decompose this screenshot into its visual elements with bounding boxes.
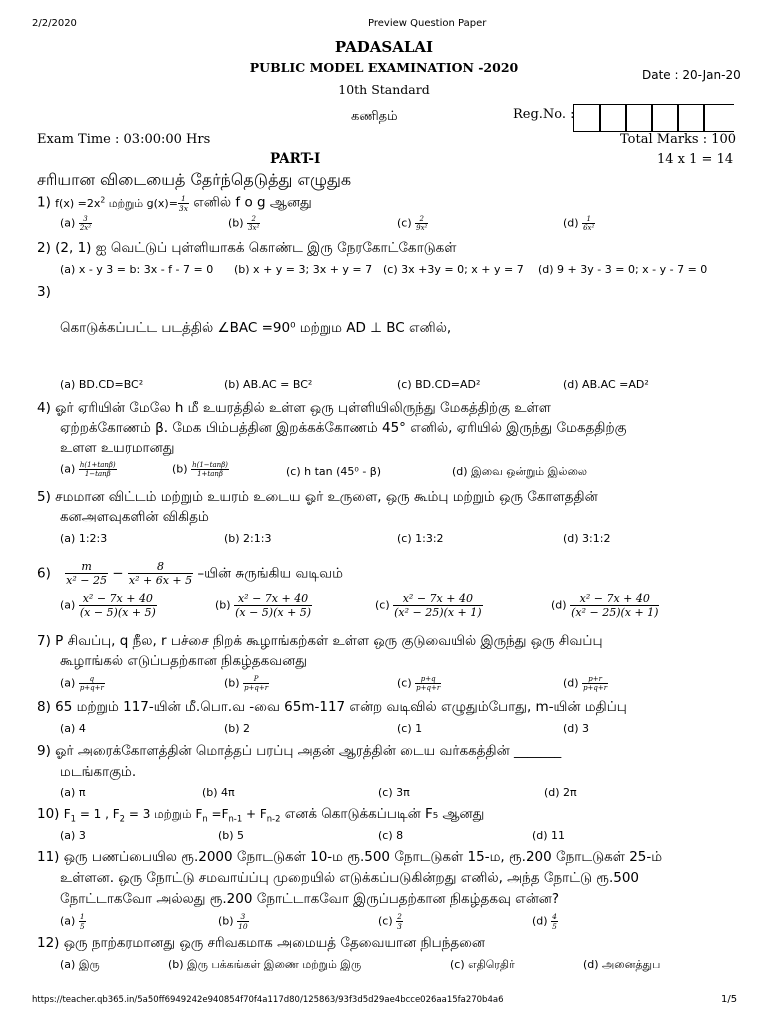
total-marks: Total Marks : 100 [620, 132, 737, 147]
q4-option-a[interactable]: (a) $\frac{h(1+\tan\beta)}{1-\tan\beta}$ [60, 461, 116, 478]
question-text: எனில் f o g ஆனது [193, 194, 312, 211]
question-number: 12) [37, 935, 60, 951]
question-7-line2: கூழாங்கல் எடுப்பதற்கான நிகழ்தகவனது [60, 653, 307, 669]
question-9-line2: மடங்காகும். [60, 764, 137, 780]
question-number: 8) [37, 699, 51, 715]
q12-option-c[interactable]: (c) எதிரெதிர் [450, 958, 515, 971]
question-text: ஓர் ஏரியின் மேலே h மீ உயரத்தில் உள்ள ஒரு புள்ளியிலிருந்து மேகத்திற்கு உள்ள [55, 400, 551, 416]
q1-expression: $f(x) =2x^2$ மற்றும் g(x)= $\frac{1}{3x}$ [55, 194, 188, 213]
question-11 [37, 849, 662, 867]
q9-option-b[interactable]: (b) 4π [202, 786, 235, 799]
question-5 [37, 489, 598, 507]
question-9 [37, 743, 561, 761]
question-number: 4) [37, 400, 51, 416]
q5-option-a[interactable]: (a) 1:2:3 [60, 532, 108, 545]
q3-option-a[interactable]: (a) BD.CD=BC² [60, 378, 144, 391]
standard: 10th Standard [338, 82, 430, 97]
instruction: சரியான விடையைத் தேர்ந்தெடுத்து எழுதுக [37, 170, 352, 189]
q11-option-d[interactable]: (d) $\frac{4}{5}$ [532, 912, 557, 931]
q1-option-b[interactable]: (b) $\frac{2}{\text{3x²}}$ [228, 215, 260, 232]
regno-box[interactable] [677, 104, 705, 132]
question-text: P சிவப்பு, q நீல, r பச்சை நிறக் கூழாங்கற்கள் உள்ள ஒரு குடுவையில் இருந்து ஒரு சிவப்பு [55, 633, 603, 649]
q2-option-c[interactable]: (c) 3x +3y = 0; x + y = 7 [383, 263, 524, 276]
q4-option-c[interactable]: (c) h tan (45⁰ - β) [286, 465, 382, 478]
q10-option-a[interactable]: (a) 3 [60, 829, 86, 842]
q12-option-b[interactable]: (b) இரு பக்கங்கள் இணை மற்றும் இரு [168, 958, 362, 971]
question-11-line2: உள்ளன. ஒரு நோட்டு சமவாய்ப்பு முறையில் எடுக்கப்படுகின்றது எனில், அந்த நோட்டு ரூ.500 [60, 870, 640, 886]
part-marks: 14 x 1 = 14 [657, 152, 734, 167]
q8-option-b[interactable]: (b) 2 [224, 722, 251, 735]
regno-box[interactable] [599, 104, 627, 132]
q5-option-c[interactable]: (c) 1:3:2 [397, 532, 444, 545]
question-2 [37, 240, 457, 258]
question-text: ஒரு பணப்பையில ரூ.2000 நோடடுகள் 10-ம ரூ.500 நோடடுகள் 15-ம, ரூ.200 நோடடுகள் 25-ம் [63, 849, 663, 865]
exam-time: Exam Time : 03:00:00 Hrs [37, 132, 211, 147]
question-12 [37, 935, 485, 953]
question-3-number: 3) [37, 284, 51, 300]
q6-option-c[interactable]: (c) $\frac{\text{x² − 7x + 40}}{\text{(x² − 25)(x + 1)}}$ [375, 592, 482, 619]
question-7 [37, 633, 603, 651]
q5-option-d[interactable]: (d) 3:1:2 [563, 532, 611, 545]
print-date: 2/2/2020 [32, 18, 77, 29]
q11-option-c[interactable]: (c) $\frac{2}{3}$ [378, 912, 402, 931]
question-number: 5) [37, 489, 51, 505]
question-text: 65 மற்றும் 117-யின் மீ.பொ.வ -வை 65m-117 என்ற வடிவில் எழுதும்போது, m-யின் மதிப்பு [55, 699, 627, 715]
q7-option-a[interactable]: (a) $\frac{q}{p+q+r}$ [60, 675, 104, 692]
question-number: 7) [37, 633, 51, 649]
q6-option-a[interactable]: (a) $\frac{\text{x² − 7x + 40}}{(x - 5)(x + 5)}$ [60, 592, 156, 619]
print-url[interactable]: https://teacher.qb365.in/5a50ff6949242e940854f70f4a117d80/125863/93f3d5d29ae4bcce026aa15fa270b4a6 [32, 995, 504, 1005]
q10-option-d[interactable]: (d) 11 [532, 829, 566, 842]
org-name: PADASALAI [334, 38, 434, 56]
exam-title: PUBLIC MODEL EXAMINATION -2020 [249, 60, 519, 75]
question-4-line3: உளள உயரமானது [60, 440, 175, 456]
q6-option-b[interactable]: (b) $\frac{\text{x² − 7x + 40}}{(x - 5)(x + 5)}$ [215, 592, 312, 619]
regno-label: Reg.No. : [513, 107, 575, 122]
question-number: 1) [37, 194, 51, 211]
q10-option-b[interactable]: (b) 5 [218, 829, 245, 842]
q2-option-a[interactable]: (a) x - y 3 = b: 3x - f - 7 = 0 [60, 263, 214, 276]
question-text: ஒரு நாற்கரமானது ஒரு சரிவகமாக அமையத் தேவையான நிபந்தனை [63, 935, 486, 951]
question-text: சமமான விட்டம் மற்றும் உயரம் உடைய ஓர் உருளை, ஒரு கூம்பு மற்றும் ஒரு கோளததின் [55, 489, 598, 505]
question-text: (2, 1) ஐ வெட்டுப் புள்ளியாகக் கொண்ட இரு நேரகோட்கோடுகள் [55, 240, 457, 256]
question-number: 6) [37, 565, 51, 582]
q7-option-d[interactable]: (d) $\frac{p+r}{p+q+r}$ [563, 675, 608, 692]
q9-option-d[interactable]: (d) 2π [544, 786, 577, 799]
q10-option-c[interactable]: (c) 8 [378, 829, 404, 842]
subject: கணிதம் [351, 109, 398, 124]
question-text: எனக் கொடுக்கப்படின் F₅ ஆனது [284, 806, 485, 822]
q11-option-a[interactable]: (a) $\frac{1}{5}$ [60, 912, 85, 931]
question-1 [37, 194, 312, 213]
regno-box[interactable] [651, 104, 679, 132]
q1-option-a[interactable]: (a) $\frac{3}{\text{2x²}}$ [60, 215, 92, 232]
regno-box[interactable] [573, 104, 601, 132]
part-title: PART-I [270, 151, 321, 167]
question-4-line2: ஏற்றக்கோணம் β. மேக பிம்பத்தின இறக்கக்கோணம் 45° எனில், ஏரியில் இருந்து மேகததிற்கு [60, 420, 627, 436]
question-8 [37, 699, 627, 717]
q12-option-d[interactable]: (d) அனைத்துப [583, 958, 661, 971]
q9-option-c[interactable]: (c) 3π [378, 786, 410, 799]
question-3-text: கொடுக்கப்பட்ட படத்தில் ∠BAC =90⁰ மற்றும AD ⊥ BC எனில், [60, 320, 452, 336]
q1-option-c[interactable]: (c) $\frac{2}{\text{9x²}}$ [397, 215, 428, 232]
q6-option-d[interactable]: (d) $\frac{\text{x² − 7x + 40}}{\text{(x² − 25)(x + 1)}}$ [551, 592, 659, 619]
question-5-line2: கனஅளவுகளின் விகிதம் [60, 509, 209, 525]
q3-option-c[interactable]: (c) BD.CD=AD² [397, 378, 481, 391]
print-title: Preview Question Paper [368, 18, 487, 29]
q4-option-b[interactable]: (b) $\frac{h(1-\tan\beta)}{1+\tan\beta}$ [172, 461, 228, 478]
question-number: 9) [37, 743, 51, 759]
q8-option-d[interactable]: (d) 3 [563, 722, 590, 735]
q11-option-b[interactable]: (b) $\frac{3}{10}$ [218, 912, 248, 931]
print-page-number: 1/5 [721, 994, 738, 1005]
q1-option-d[interactable]: (d) $\frac{1}{\text{6x²}}$ [563, 215, 595, 232]
question-11-line3: நோட்டாகவோ அல்லது ரூ.200 நோட்டாகவோ இருப்பதற்கான நிகழ்தகவு என்ன? [60, 891, 560, 907]
regno-box[interactable] [625, 104, 653, 132]
q9-option-a[interactable]: (a) π [60, 786, 86, 799]
q12-option-a[interactable]: (a) இரு [60, 958, 100, 971]
q10-expression: $F_1 = 1$ , $F_2 = 3$ மற்றும் $F_n =F_{n-1} + F_{n-2}$ [63, 807, 281, 824]
q8-option-a[interactable]: (a) 4 [60, 722, 86, 735]
question-4 [37, 400, 551, 418]
q5-option-b[interactable]: (b) 2:1:3 [224, 532, 272, 545]
question-number: 10) [37, 806, 60, 822]
regno-box[interactable] [703, 104, 734, 132]
question-number: 2) [37, 240, 51, 256]
q2-option-d[interactable]: (d) 9 + 3y - 3 = 0; x - y - 7 = 0 [538, 263, 708, 276]
question-text: ஓர் அரைக்கோளத்தின் மொத்தப் பரப்பு அதன் ஆரத்தின் டைய வர்ககத்தின் _______ [55, 743, 562, 759]
question-text: –யின் சுருங்கிய வடிவம் [197, 565, 343, 582]
question-10 [37, 806, 484, 824]
q7-option-b[interactable]: (b) $\frac{P}{p+q+r}$ [224, 675, 269, 692]
q2-option-b[interactable]: (b) x + y = 3; 3x + y = 7 [234, 263, 373, 276]
q8-option-c[interactable]: (c) 1 [397, 722, 423, 735]
question-6: 6) $\frac{m}{\text{x² − 25}}$ − $\frac{8}{\text{x² + 6x + 5}}$ –யின் சுருங்கிய வடிவம் [37, 560, 343, 587]
q3-option-b[interactable]: (b) AB.AC = BC² [224, 378, 313, 391]
question-number: 11) [37, 849, 60, 865]
q4-option-d[interactable]: (d) இவை ஒன்றும் இல்லை [452, 465, 587, 478]
exam-date: Date : 20-Jan-20 [642, 68, 741, 82]
q3-option-d[interactable]: (d) AB.AC =AD² [563, 378, 649, 391]
q7-option-c[interactable]: (c) $\frac{p+q}{p+q+r}$ [397, 675, 441, 692]
